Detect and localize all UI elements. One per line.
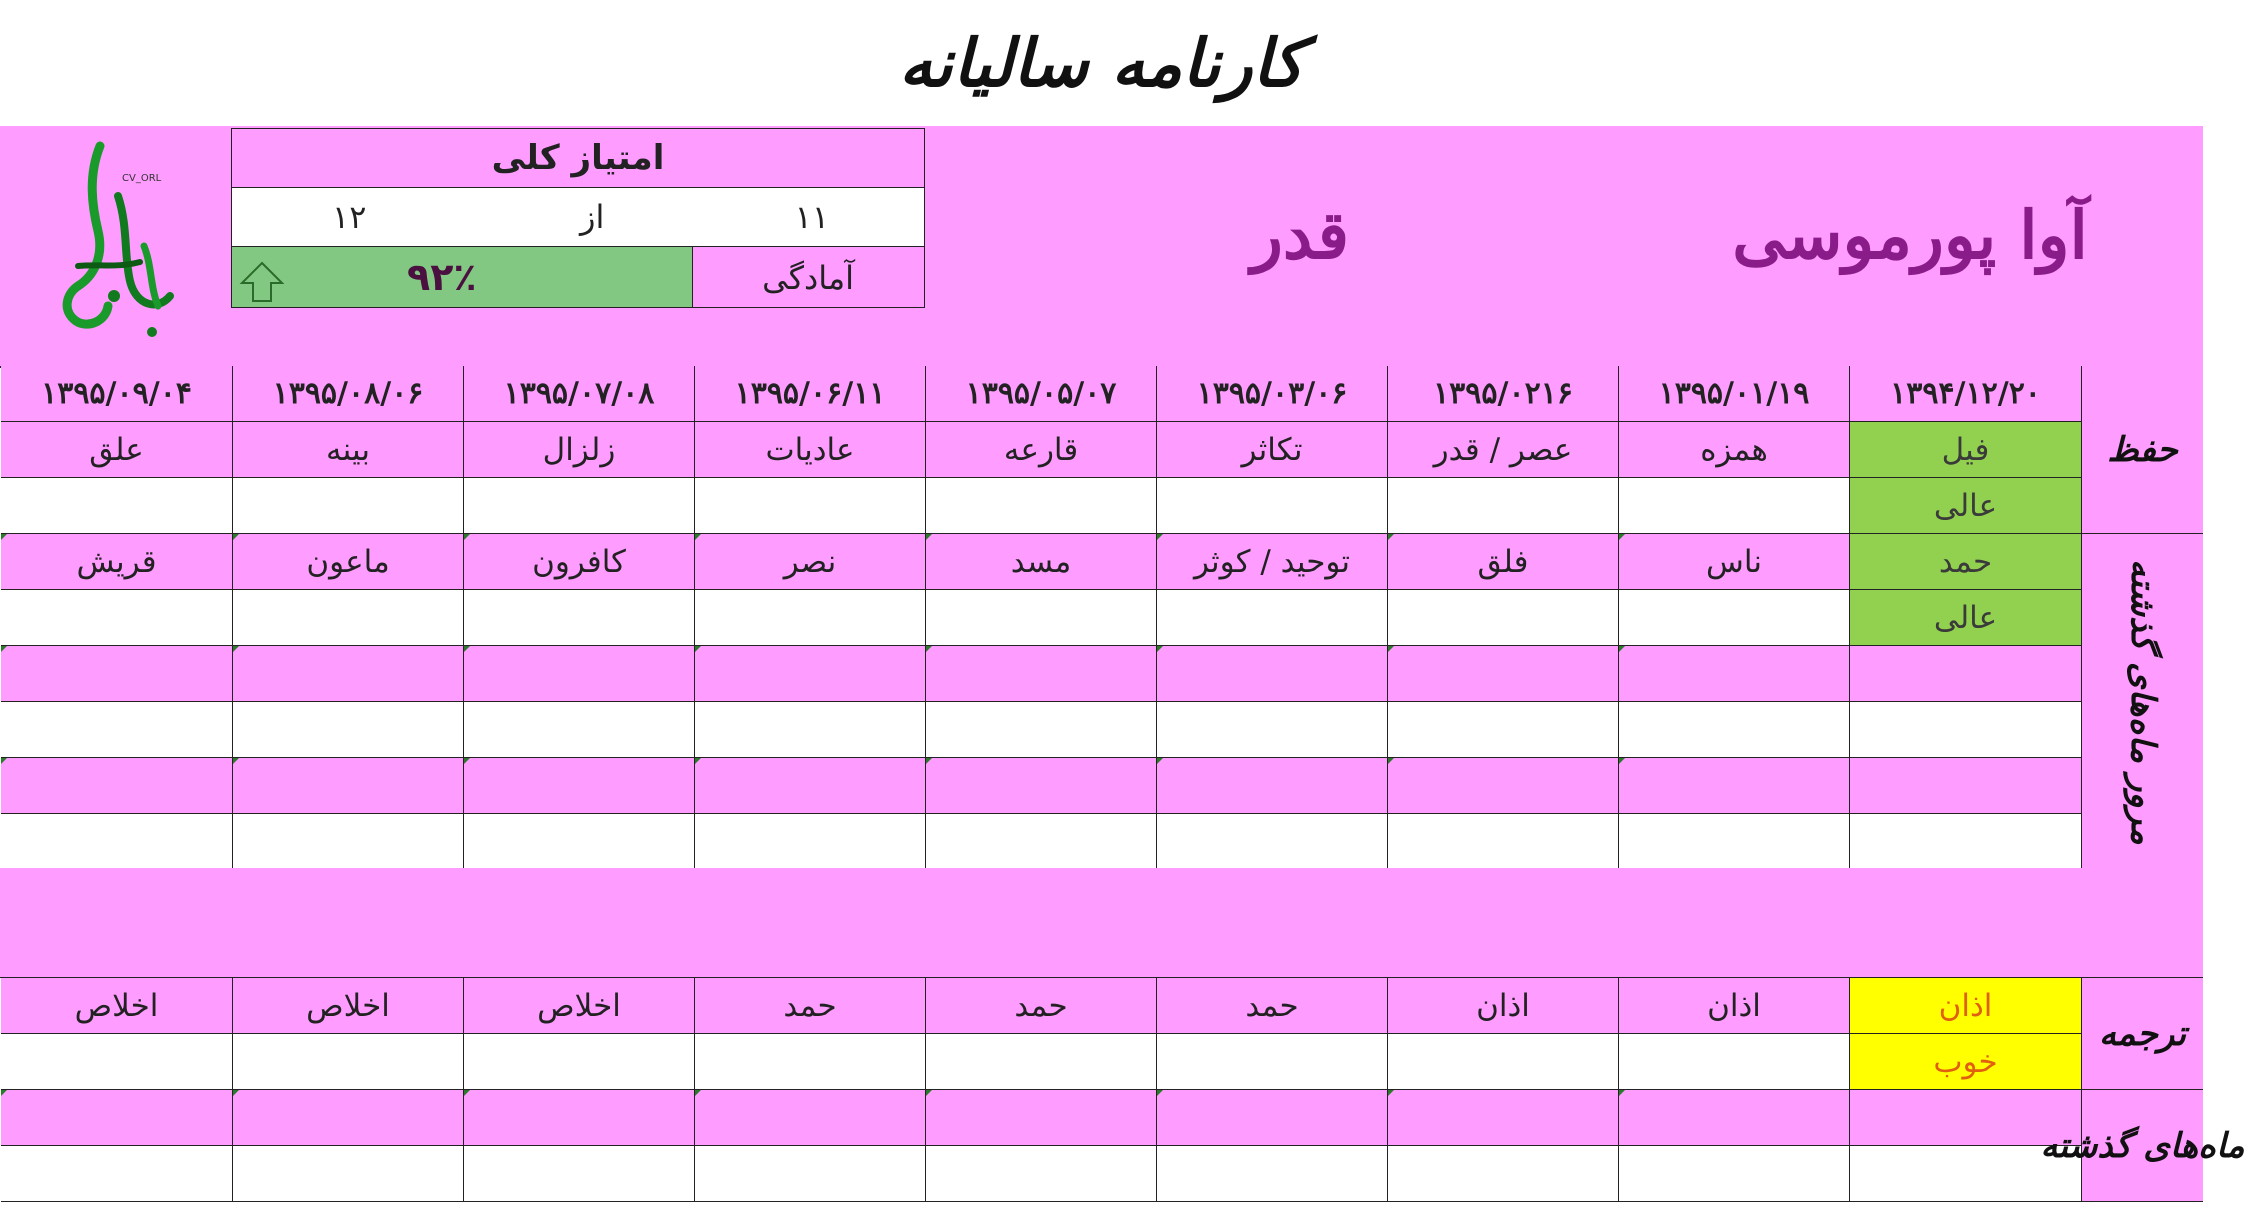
translation-grade-cell[interactable]: [1156, 1034, 1387, 1090]
translation-review-cell[interactable]: [1387, 1146, 1618, 1202]
page-title: کارنامه سالیانه: [899, 24, 1304, 102]
translation-side-text: ترجمه: [2098, 1013, 2187, 1054]
review-empty-cell[interactable]: [1387, 758, 1618, 814]
review-empty-cell[interactable]: [1387, 814, 1618, 870]
review-surah-cell[interactable]: حمد: [1849, 534, 2081, 590]
comment-marker-icon: [926, 758, 932, 764]
readiness-value: ۹۲٪: [407, 255, 477, 299]
comment-marker-icon: [464, 646, 470, 652]
date-cell[interactable]: ۱۳۹۵/۰۷/۰۸: [463, 366, 694, 422]
overall-score-box: [231, 128, 925, 308]
memorization-surah-cell[interactable]: قارعه: [925, 422, 1156, 478]
date-cell[interactable]: ۱۳۹۵/۰۹/۰۴: [1, 366, 232, 422]
review-empty-cell[interactable]: [694, 646, 925, 702]
date-cell[interactable]: ۱۳۹۵/۰۱/۱۹: [1618, 366, 1849, 422]
review-empty-cell[interactable]: [1156, 702, 1387, 758]
comment-marker-icon: [464, 758, 470, 764]
date-cell[interactable]: ۱۳۹۴/۱۲/۲۰: [1849, 366, 2081, 422]
translation-item-cell[interactable]: اخلاص: [463, 978, 694, 1034]
review-grade-row: [0, 590, 2081, 646]
review-empty-cell[interactable]: [925, 758, 1156, 814]
memorization-surah-cell[interactable]: تکاثر: [1156, 422, 1387, 478]
translation-review-cell[interactable]: [1618, 1090, 1849, 1146]
comment-marker-icon: [695, 758, 701, 764]
report-table: [0, 366, 2245, 1206]
score-of-label: از: [580, 198, 605, 236]
review-empty-cell[interactable]: [1, 814, 232, 870]
translation-review-cell[interactable]: [694, 1146, 925, 1202]
review-grade-cell[interactable]: [232, 590, 463, 646]
review-empty-cell[interactable]: [1618, 758, 1849, 814]
translation-grade-cell[interactable]: [1618, 1034, 1849, 1090]
review-grade-cell[interactable]: [694, 590, 925, 646]
score-total: ۱۲: [332, 198, 367, 236]
review-empty-row-2: [0, 702, 2081, 758]
translation-item-cell[interactable]: حمد: [694, 978, 925, 1034]
review-side-label: [2081, 534, 2203, 870]
review-grade-cell[interactable]: عالی: [1849, 590, 2081, 646]
memorization-grade-cell[interactable]: [1, 478, 232, 534]
translation-item-cell[interactable]: اذان: [1387, 978, 1618, 1034]
memorization-side-text: حفظ: [2107, 429, 2178, 470]
review-empty-cell[interactable]: [1618, 814, 1849, 870]
review-empty-cell[interactable]: [925, 702, 1156, 758]
score-earned: ۱۱: [794, 198, 829, 236]
translation-grade-cell[interactable]: [694, 1034, 925, 1090]
comment-marker-icon: [1619, 758, 1625, 764]
review-grade-cell[interactable]: [1, 590, 232, 646]
translation-review-cell[interactable]: [1618, 1146, 1849, 1202]
review-empty-cell[interactable]: [463, 758, 694, 814]
translation-review-row-2: [0, 1146, 2081, 1202]
review-side-text: مرور ماه‌های گذشته: [2122, 558, 2163, 845]
comment-marker-icon: [1619, 534, 1625, 540]
review-empty-cell[interactable]: [463, 646, 694, 702]
review-empty-cell[interactable]: [1, 758, 232, 814]
translation-review-cell[interactable]: [1387, 1090, 1618, 1146]
review-grade-cell[interactable]: [1156, 590, 1387, 646]
review-grade-cell[interactable]: [463, 590, 694, 646]
comment-marker-icon: [233, 1090, 239, 1096]
header-band: [0, 126, 2203, 366]
review-empty-cell[interactable]: [1618, 646, 1849, 702]
comment-marker-icon: [1, 758, 7, 764]
comment-marker-icon: [1157, 1090, 1163, 1096]
comment-marker-icon: [926, 1090, 932, 1096]
dates-row: [0, 366, 2081, 422]
translation-review-cell[interactable]: [232, 1090, 463, 1146]
memorization-grade-cell[interactable]: عالی: [1849, 478, 2081, 534]
translation-item-cell[interactable]: حمد: [925, 978, 1156, 1034]
review-empty-cell[interactable]: [1618, 702, 1849, 758]
date-cell[interactable]: ۱۳۹۵/۰۶/۱۱: [694, 366, 925, 422]
memorization-grade-cell[interactable]: [1618, 478, 1849, 534]
comment-marker-icon: [464, 534, 470, 540]
comment-marker-icon: [233, 534, 239, 540]
comment-marker-icon: [1157, 646, 1163, 652]
memorization-grade-cell[interactable]: [1387, 478, 1618, 534]
review-empty-cell[interactable]: [1156, 646, 1387, 702]
review-surah-cell[interactable]: ماعون: [232, 534, 463, 590]
review-empty-cell[interactable]: [925, 814, 1156, 870]
translation-item-cell[interactable]: اخلاص: [1, 978, 232, 1034]
comment-marker-icon: [695, 1090, 701, 1096]
review-empty-cell[interactable]: [694, 814, 925, 870]
review-grade-cell[interactable]: [1618, 590, 1849, 646]
memorization-surah-cell[interactable]: همزه: [1618, 422, 1849, 478]
review-empty-cell[interactable]: [925, 646, 1156, 702]
score-row: [232, 188, 924, 247]
memorization-grade-cell[interactable]: [925, 478, 1156, 534]
comment-marker-icon: [1619, 1090, 1625, 1096]
memorization-surah-cell[interactable]: زلزال: [463, 422, 694, 478]
translation-item-cell[interactable]: اذان: [1849, 978, 2081, 1034]
student-name: آوا پورموسی: [1732, 196, 2088, 274]
review-empty-cell[interactable]: [1156, 758, 1387, 814]
date-cell[interactable]: ۱۳۹۵/۰۸/۰۶: [232, 366, 463, 422]
comment-marker-icon: [695, 646, 701, 652]
translation-review-cell[interactable]: [1, 1146, 232, 1202]
review-empty-cell[interactable]: [1387, 646, 1618, 702]
translation-review-side-text: ماه‌های گذشته: [2040, 1125, 2245, 1166]
translation-grade-cell[interactable]: [463, 1034, 694, 1090]
comment-marker-icon: [1157, 534, 1163, 540]
class-name: قدر: [1250, 196, 1350, 274]
readiness-label: آمادگی: [762, 259, 854, 297]
translation-grade-cell[interactable]: خوب: [1849, 1034, 2081, 1090]
translation-review-row-1: [0, 1090, 2081, 1146]
review-surah-row: [0, 534, 2081, 590]
review-empty-cell[interactable]: [232, 702, 463, 758]
review-surah-cell[interactable]: نصر: [694, 534, 925, 590]
translation-grade-cell[interactable]: [925, 1034, 1156, 1090]
review-empty-cell[interactable]: [232, 814, 463, 870]
readiness-row: [232, 247, 924, 307]
comment-marker-icon: [464, 1090, 470, 1096]
review-empty-cell[interactable]: [463, 702, 694, 758]
date-cell[interactable]: ۱۳۹۵/۰۳/۰۶: [1156, 366, 1387, 422]
review-empty-cell[interactable]: [694, 702, 925, 758]
memorization-grade-cell[interactable]: [463, 478, 694, 534]
memorization-grade-cell[interactable]: [1156, 478, 1387, 534]
comment-marker-icon: [1, 534, 7, 540]
svg-text:CV_ORL: CV_ORL: [122, 173, 162, 184]
review-empty-cell[interactable]: [232, 758, 463, 814]
comment-marker-icon: [1388, 534, 1394, 540]
translation-review-cell[interactable]: [463, 1090, 694, 1146]
memorization-surah-cell[interactable]: فیل: [1849, 422, 2081, 478]
translation-review-cell[interactable]: [1, 1090, 232, 1146]
review-empty-row-1: [0, 646, 2081, 702]
review-empty-cell[interactable]: [1, 646, 232, 702]
review-empty-cell[interactable]: [1, 702, 232, 758]
translation-review-cell[interactable]: [232, 1146, 463, 1202]
review-grade-cell[interactable]: [1387, 590, 1618, 646]
memorization-side-label: [2081, 366, 2203, 534]
spacer-band: [0, 868, 2203, 978]
comment-marker-icon: [233, 758, 239, 764]
memorization-surah-row: [0, 422, 2081, 478]
review-empty-cell[interactable]: [463, 814, 694, 870]
comment-marker-icon: [695, 534, 701, 540]
memorization-grade-cell[interactable]: [232, 478, 463, 534]
review-surah-cell[interactable]: کافرون: [463, 534, 694, 590]
translation-grade-cell[interactable]: [1387, 1034, 1618, 1090]
comment-marker-icon: [1157, 758, 1163, 764]
logo-icon: [48, 136, 188, 350]
translation-review-cell[interactable]: [925, 1146, 1156, 1202]
memorization-grade-cell[interactable]: [694, 478, 925, 534]
review-empty-row-3: [0, 758, 2081, 814]
translation-side-label: [2081, 978, 2203, 1090]
review-empty-cell[interactable]: [1849, 758, 2081, 814]
review-empty-cell[interactable]: [1156, 814, 1387, 870]
review-surah-cell[interactable]: توحید / کوثر: [1156, 534, 1387, 590]
date-cell[interactable]: ۱۳۹۵/۰۵/۰۷: [925, 366, 1156, 422]
review-empty-cell[interactable]: [1849, 646, 2081, 702]
comment-marker-icon: [1, 646, 7, 652]
comment-marker-icon: [1388, 1090, 1394, 1096]
review-empty-cell[interactable]: [1849, 702, 2081, 758]
translation-grade-row: [0, 1034, 2081, 1090]
translation-item-row: [0, 978, 2081, 1034]
memorization-surah-cell[interactable]: عصر / قدر: [1387, 422, 1618, 478]
translation-item-cell[interactable]: اذان: [1618, 978, 1849, 1034]
comment-marker-icon: [1, 1090, 7, 1096]
review-grade-cell[interactable]: [925, 590, 1156, 646]
memorization-surah-cell[interactable]: علق: [1, 422, 232, 478]
memorization-surah-cell[interactable]: بینه: [232, 422, 463, 478]
review-empty-cell[interactable]: [1849, 814, 2081, 870]
comment-marker-icon: [1619, 646, 1625, 652]
review-surah-cell[interactable]: قریش: [1, 534, 232, 590]
comment-marker-icon: [1388, 758, 1394, 764]
translation-review-cell[interactable]: [925, 1090, 1156, 1146]
translation-grade-cell[interactable]: [232, 1034, 463, 1090]
review-empty-cell[interactable]: [694, 758, 925, 814]
memorization-grade-row: [0, 478, 2081, 534]
title-bar: [0, 0, 2203, 127]
translation-item-cell[interactable]: حمد: [1156, 978, 1387, 1034]
review-empty-cell[interactable]: [232, 646, 463, 702]
comment-marker-icon: [233, 646, 239, 652]
translation-review-cell[interactable]: [1156, 1090, 1387, 1146]
translation-grade-cell[interactable]: [1, 1034, 232, 1090]
translation-review-cell[interactable]: [463, 1146, 694, 1202]
date-cell[interactable]: ۱۳۹۵/۰۲۱۶: [1387, 366, 1618, 422]
review-empty-row-4: [0, 814, 2081, 870]
review-surah-cell[interactable]: ناس: [1618, 534, 1849, 590]
memorization-surah-cell[interactable]: عادیات: [694, 422, 925, 478]
translation-review-cell[interactable]: [1156, 1146, 1387, 1202]
review-surah-cell[interactable]: فلق: [1387, 534, 1618, 590]
translation-item-cell[interactable]: اخلاص: [232, 978, 463, 1034]
translation-review-side-label: [2040, 1090, 2245, 1202]
review-surah-cell[interactable]: مسد: [925, 534, 1156, 590]
comment-marker-icon: [926, 534, 932, 540]
translation-review-cell[interactable]: [694, 1090, 925, 1146]
review-empty-cell[interactable]: [1387, 702, 1618, 758]
comment-marker-icon: [926, 646, 932, 652]
up-arrow-icon: [240, 261, 284, 303]
overall-score-title: امتیاز کلی: [232, 129, 924, 188]
comment-marker-icon: [1388, 646, 1394, 652]
